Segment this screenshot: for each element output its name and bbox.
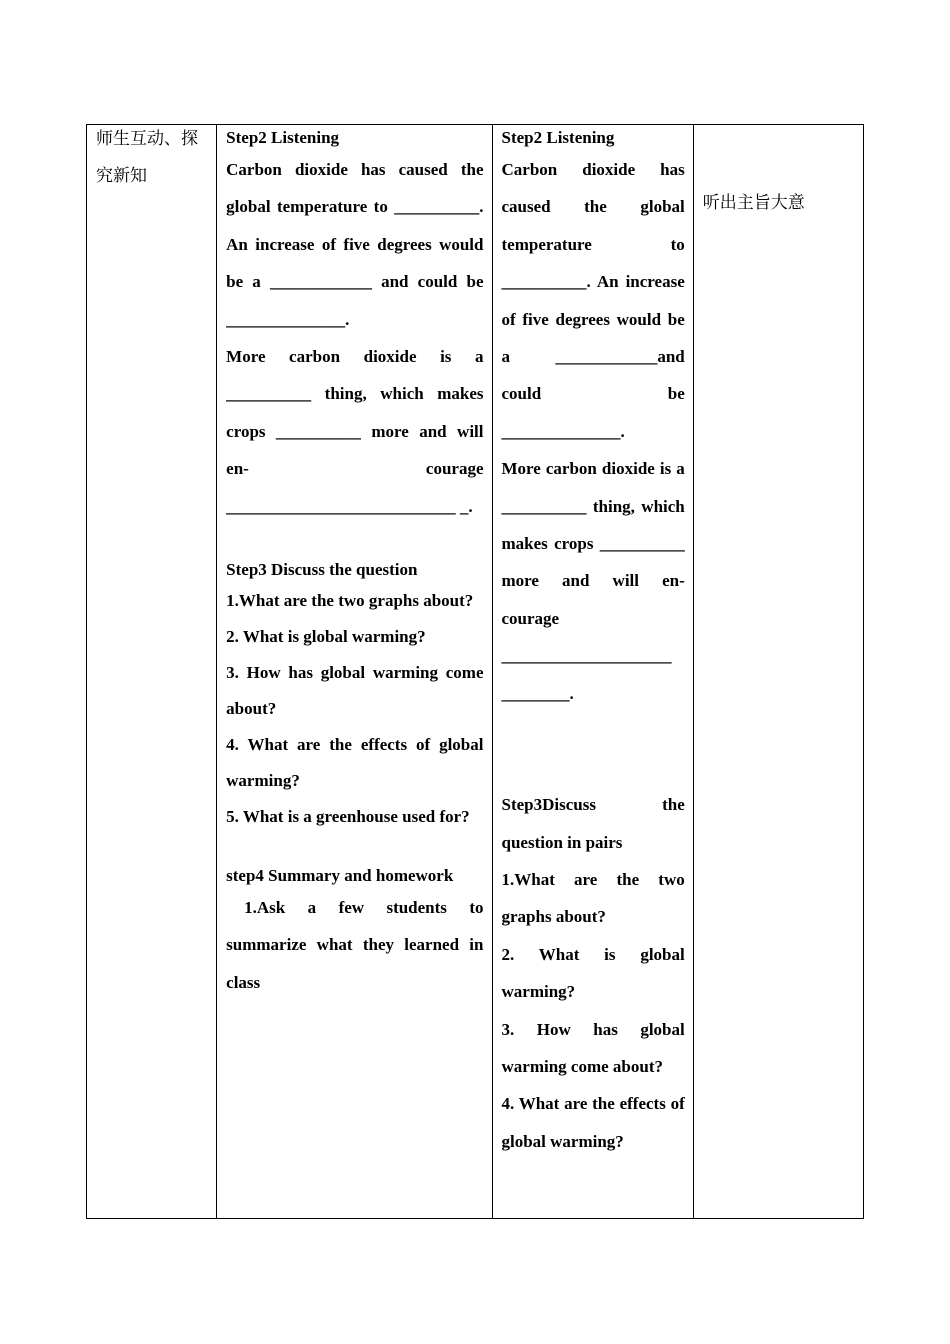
teacher-question-1: 1.What are the two graphs about?: [226, 591, 474, 611]
student-step2-text2: More carbon dioxide is a __________ thing, which makes crops __________ more and will en- courage ____________________ ________.: [501, 459, 685, 703]
table-row: [87, 125, 864, 1219]
lesson-plan-table: [86, 124, 864, 1219]
teacher-question-3: 3. How has global warming come about?: [226, 663, 484, 719]
student-step2-text1: Carbon dioxide has caused the global temperature to __________. An increase of five degrees would be a ____________and could be ______________.: [501, 160, 685, 441]
teacher-question-4: 4. What are the effects of global warming?: [226, 735, 484, 791]
teacher-step2-text2: More carbon dioxide is a __________ thing, which makes crops __________ more and will en- courage ___________________________ _.: [226, 347, 484, 516]
purpose-cell: [693, 125, 863, 1219]
stage-cell: [87, 125, 217, 1219]
student-question-2: 2. What is global warming?: [501, 944, 685, 1002]
teacher-step2-title: Step2 Listening: [226, 128, 340, 147]
student-activity-cell: [492, 125, 693, 1219]
teacher-step3-title: Step3 Discuss the question: [226, 560, 418, 580]
student-question-4: 4. What are the effects of global warming?: [501, 1094, 685, 1151]
student-step2-title: Step2 Listening: [501, 128, 615, 147]
student-question-3: 3. How has global warming come about?: [501, 1019, 685, 1076]
student-step3-title: Step3Discuss the question in pairs: [501, 795, 685, 852]
purpose-label: 听出主旨大意: [702, 193, 805, 213]
teacher-step2-text1: Carbon dioxide has caused the global temperature to __________. An increase of five degrees would be a ____________ and could be ______________.: [226, 160, 484, 329]
stage-label: 师生互动、探究新知: [96, 129, 198, 186]
teacher-question-5: 5. What is a greenhouse used for?: [226, 807, 470, 827]
teacher-activity-cell: [217, 125, 492, 1219]
teacher-question-2: 2. What is global warming?: [226, 627, 426, 647]
student-question-1: 1.What are the two graphs about?: [501, 869, 685, 927]
teacher-step4-item-1: 1.Ask a few students to summarize what they learned in class: [226, 898, 484, 992]
teacher-step4-title: step4 Summary and homework: [226, 866, 454, 886]
